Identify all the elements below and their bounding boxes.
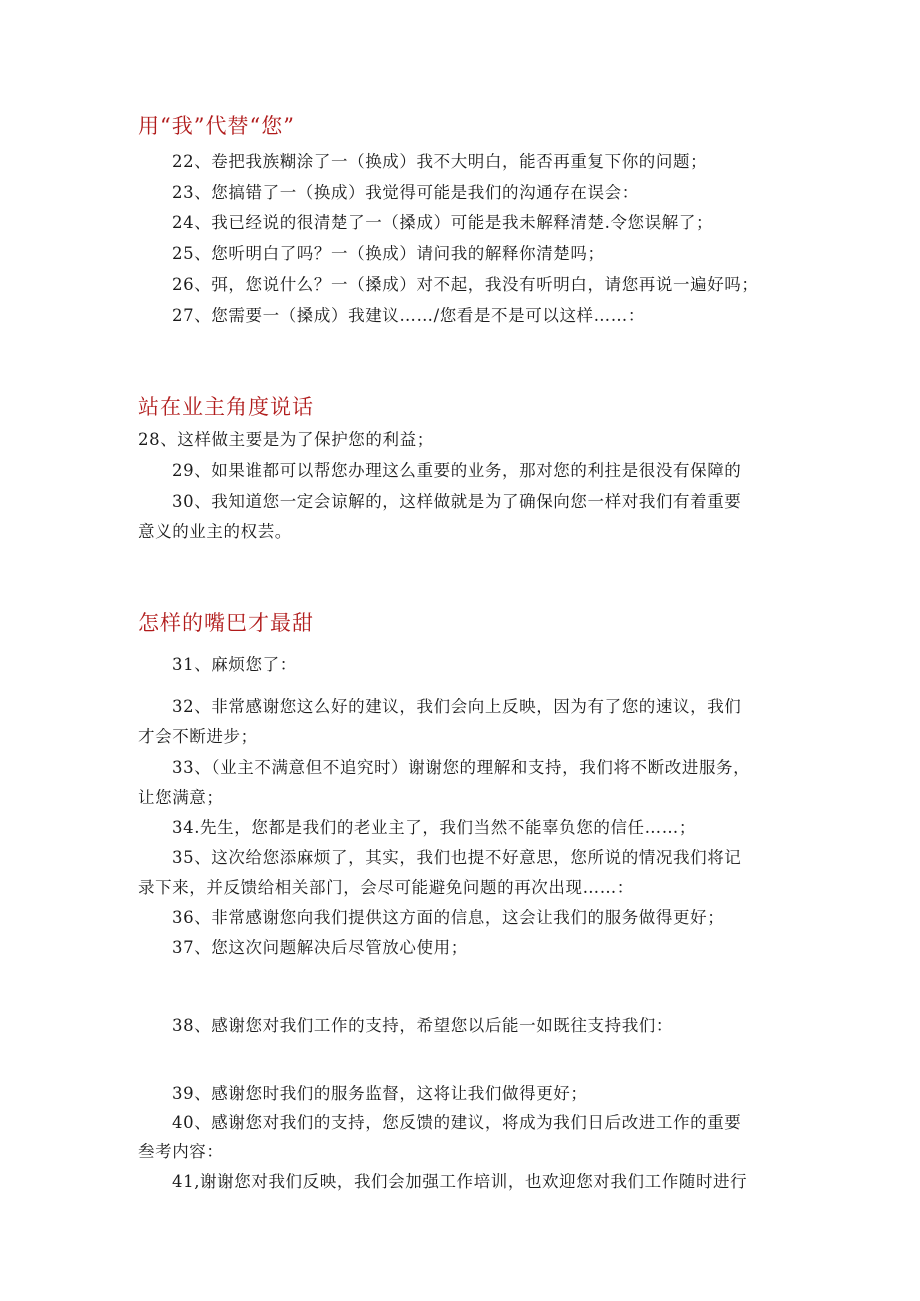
phrase-line: 37、您这次问题解决后尽管放心使用； xyxy=(172,938,468,957)
phrase-line: 34.先生，您都是我们的老业主了，我们当然不能辜负您的信任……； xyxy=(172,818,696,837)
phrase-line: 41,谢谢您对我们反映，我们会加强工作培训，也欢迎您对我们工作随时进行 xyxy=(172,1172,748,1191)
phrase-line: 33、（业主不满意但不追究时）谢谢您的理解和支持，我们将不断改进服务， xyxy=(172,758,751,777)
section-heading: 站在业主角度说话 xyxy=(138,395,314,419)
phrase-line: 25、您听明白了吗？一（换成）请问我的解释你清楚吗； xyxy=(172,244,605,263)
phrase-line: 29、如果谁都可以帮您办理这么重要的业务，那对您的利拄是很没有保障的 xyxy=(172,461,742,480)
phrase-line: 意义的业主的权芸。 xyxy=(138,522,292,541)
phrase-line: 23、您搞错了一（换成）我觉得可能是我们的沟通存在误会： xyxy=(172,183,639,202)
phrase-line: 35、这次给您添麻烦了，其实，我们也提不好意思，您所说的情况我们将记 xyxy=(172,848,742,867)
phrase-line: 让您满意； xyxy=(138,788,224,807)
phrase-line: 26、弭，您说什么？一（搡成）对不起，我没有听明白，请您再说一遍好吗； xyxy=(172,275,759,294)
phrase-line: 40、感谢您对我们的支持，您反馈的建议，将成为我们日后改进工作的重要 xyxy=(172,1113,742,1132)
phrase-line: 28、这样做主要是为了保护您的利益； xyxy=(138,430,434,449)
phrase-line: 27、您需要一（搡成）我建议……/您看是不是可以这样……： xyxy=(172,306,645,325)
phrase-line: 录下来，并反馈给相关部门，会尽可能避免问题的再次出现……： xyxy=(138,878,634,897)
phrase-line: 30、我知道您一定会谅解的，这样做就是为了确保向您一样对我们有着重要 xyxy=(172,492,742,511)
phrase-line: 38、感谢您对我们工作的支持，希望您以后能一如既往支持我们： xyxy=(172,1016,673,1035)
phrase-line: 22、卷把我族糊涂了一（换成）我不大明白，能否再重复下你的问题； xyxy=(172,152,708,171)
phrase-line: 叁考内容： xyxy=(138,1142,224,1161)
phrase-line: 31、麻烦您了： xyxy=(172,655,297,674)
phrase-line: 32、非常感谢您这么好的建议，我们会向上反映，因为有了您的速议，我们 xyxy=(172,697,742,716)
phrase-line: 36、非常感谢您向我们提供这方面的信息，这会让我们的服务做得更好； xyxy=(172,908,725,927)
section-heading: 用“我”代替“您” xyxy=(138,114,295,138)
phrase-line: 才会不断进步； xyxy=(138,727,258,746)
phrase-line: 24、我已经说的很清楚了一（搡成）可能是我未解释清楚.令您误解了； xyxy=(172,213,714,232)
phrase-line: 39、感谢您时我们的服务监督，这将让我们做得更好； xyxy=(172,1084,588,1103)
section-heading: 怎样的嘴巴才最甜 xyxy=(138,611,314,635)
